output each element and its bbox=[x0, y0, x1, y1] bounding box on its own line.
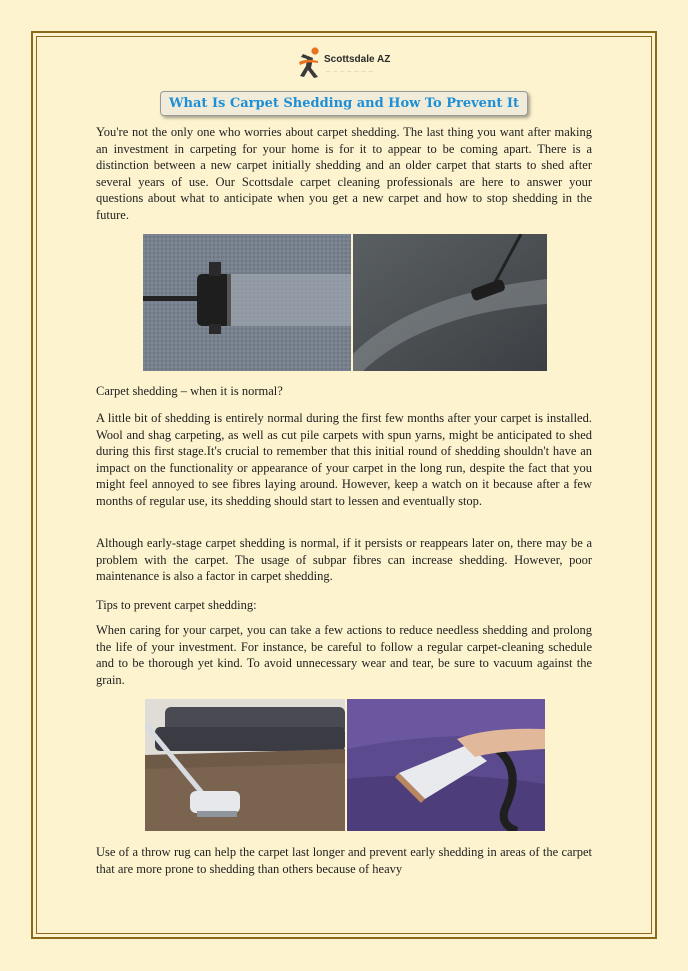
intro-paragraph: You're not the only one who worries about carpet shedding. The last thing you want after making an investment in carpeting for your home is for it to appear to be coming apart. There is a distinction between a new carpet initially shedding and an older carpet that starts to shed after several years of use. Our Scottsdale carpet cleaning professionals are here to answer your questions about what to anticipate when you get a new carpet and how to stop shedding in the future. bbox=[96, 125, 592, 222]
article-title: What Is Carpet Shedding and How To Prevent It bbox=[168, 96, 520, 111]
sofa-handheld-vacuum-photo bbox=[347, 699, 545, 831]
brand-logo[interactable] bbox=[298, 46, 398, 80]
vacuum-photo-right bbox=[353, 234, 547, 371]
vacuum-photo-left bbox=[143, 234, 351, 371]
section-heading-tips: Tips to prevent carpet shedding: bbox=[96, 598, 257, 612]
paragraph-normal-shedding: A little bit of shedding is entirely normal during the first few months after your carpet is installed. Wool and shag carpeting, as well as cut pile carpets with spun yarns, might be anticipated to shed during this first stage.It's crucial to remember that this initial round of shedding shouldn't have an impact on the functionality or appearance of your carpet in the long run, despite the fact that you might feel annoyed to see fibres laying around. However, keep a watch on it because after a few months of regular use, its shedding should start to lessen and eventually stop. bbox=[96, 411, 592, 508]
living-room-vacuum-photo bbox=[145, 699, 345, 831]
paragraph-problem-shedding: Although early-stage carpet shedding is normal, if it persists or reappears later on, there may be a problem with the carpet. The usage of subpar fibres can increase shedding. However, poor maintenance is also a factor in carpet shedding. bbox=[96, 536, 592, 584]
article-title-box bbox=[160, 91, 528, 116]
person-figure-icon bbox=[298, 46, 324, 80]
brand-tagline-decoration: — — — — — — — bbox=[326, 68, 374, 73]
brand-name: Scottsdale AZ bbox=[324, 54, 391, 65]
section-heading-normal: Carpet shedding – when it is normal? bbox=[96, 384, 283, 398]
paragraph-tips: When caring for your carpet, you can take a few actions to reduce needless shedding and prolong the life of your investment. For instance, be careful to follow a regular carpet-cleaning schedule and to be thorough yet kind. To avoid unnecessary wear and tear, be sure to vacuum against the grain. bbox=[96, 623, 592, 687]
paragraph-throw-rug: Use of a throw rug can help the carpet last longer and prevent early shedding in areas of the carpet that are more prone to shedding than others because of heavy bbox=[96, 845, 592, 876]
